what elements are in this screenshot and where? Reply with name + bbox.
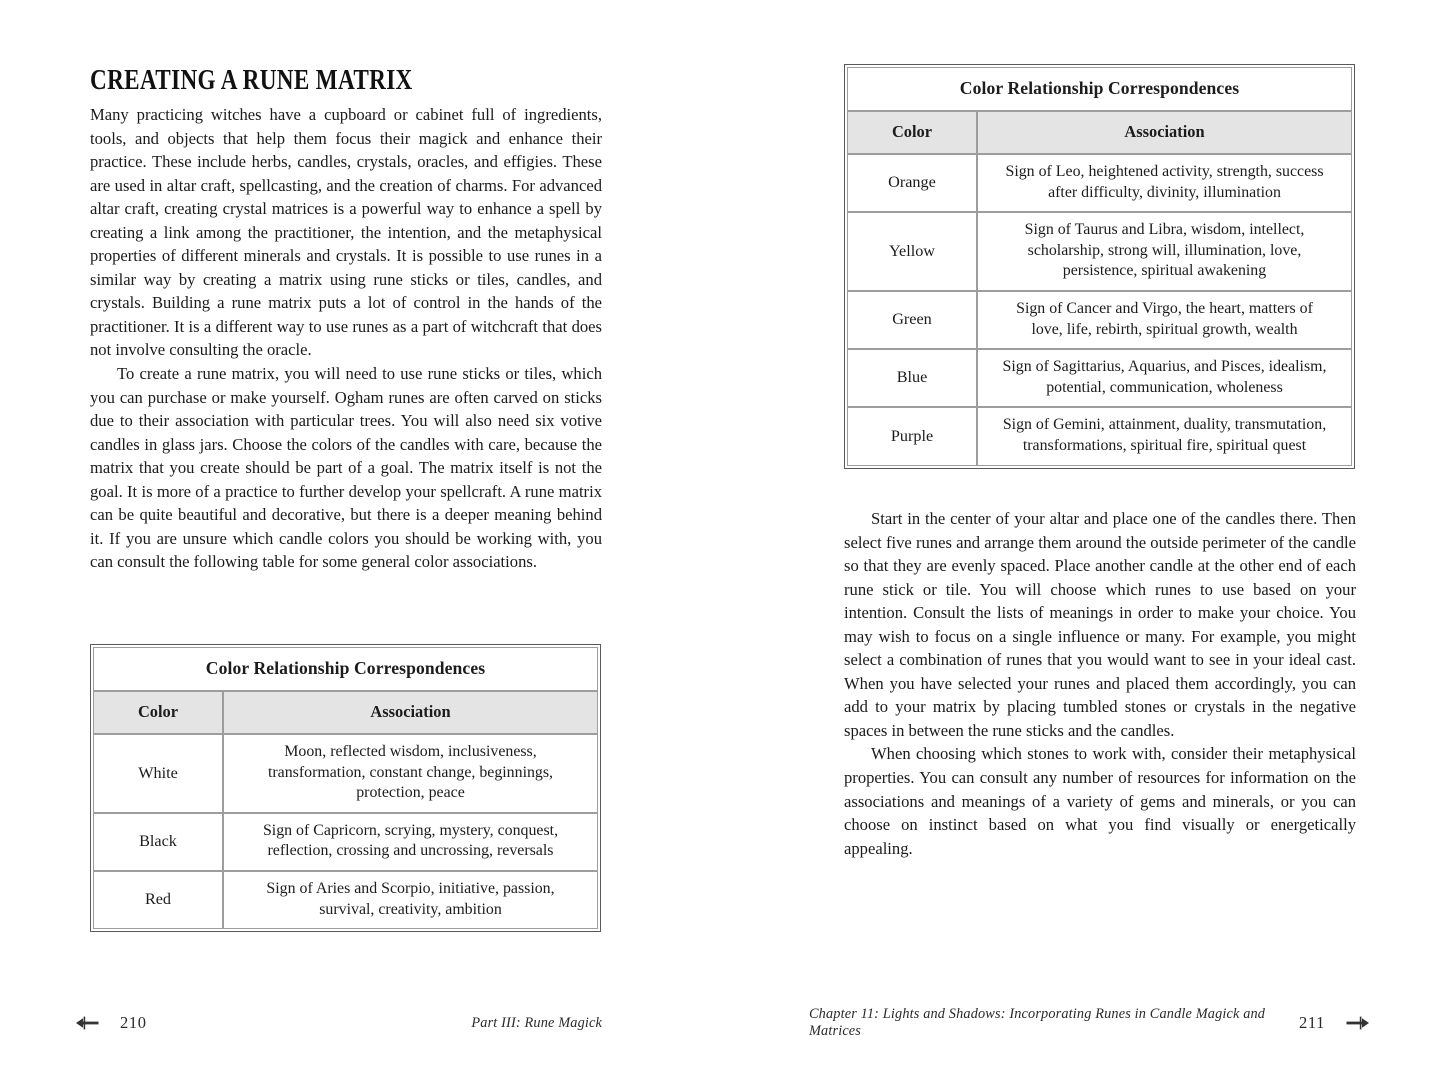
table-row xyxy=(93,871,598,929)
cell-color: White xyxy=(93,734,223,813)
paragraph: When choosing which stones to work with, consider their metaphysical properties. You can consult any number of resources for information on the associations and meanings of a variety of gems and minerals, or you can choose on instinct based on what you find visually or energetically appealing. xyxy=(844,744,1356,858)
association-line: Sign of Gemini, attainment, duality, transmutation, xyxy=(1002,416,1327,434)
arrow-ornament-icon xyxy=(76,1016,102,1030)
association-line: reflection, crossing and uncrossing, reversals xyxy=(267,842,554,860)
cell-color: Purple xyxy=(847,407,977,465)
cell-color: Black xyxy=(93,813,223,871)
paragraph: Start in the center of your altar and place one of the candles there. Then select five runes and arrange them around the outside perimeter of the candle so that they are evenly spaced. Place another candle at the other end of each rune stick or tile. You will choose which runes to use based on your intention. Consult the lists of meanings in order to make your choice. You may wish to focus on a single influence or many. For example, you might select a combination of runes that you would want to see in your ideal cast. When you have selected your runes and placed them accordingly, you can add to your matrix by placing tumbled stones or crystals in the negative spaces in between the rune sticks and the candles. xyxy=(844,509,1356,740)
running-head: Part III: Rune Magick xyxy=(471,1014,602,1031)
association-line: survival, creativity, ambition xyxy=(319,900,502,918)
association-line: Sign of Aries and Scorpio, initiative, passion, xyxy=(266,879,555,897)
column-header-color: Color xyxy=(93,691,223,734)
table-row xyxy=(93,734,598,813)
right-column-body xyxy=(844,507,1356,860)
running-head: Chapter 11: Lights and Shadows: Incorporating Runes in Candle Magick and Matrices xyxy=(809,1006,1266,1039)
cell-color: Green xyxy=(847,291,977,349)
table-row xyxy=(93,813,598,871)
cell-association xyxy=(977,407,1352,465)
association-line: Sign of Leo, heightened activity, strength, success xyxy=(1005,163,1324,180)
association-line: Sign of Taurus and Libra, wisdom, intellect, xyxy=(1024,221,1305,239)
cell-association xyxy=(977,349,1352,407)
cell-color: Yellow xyxy=(847,212,977,291)
column-header-color: Color xyxy=(847,111,977,154)
correspondence-table xyxy=(847,67,1352,466)
table-frame xyxy=(844,64,1355,469)
column-header-association: Association xyxy=(977,111,1352,154)
cell-association xyxy=(977,212,1352,291)
paragraph: Many practicing witches have a cupboard or cabinet full of ingredients, tools, and objects that help them focus their magick and enhance their practice. These include herbs, candles, crystals, oracles, and effigies. These are used in altar craft, spellcasting, and the creation of charms. For advanced altar craft, creating crystal matrices is a powerful way to enhance a spell by creating a link among the practitioner, the intention, and the metaphysical properties of different minerals and crystals. It is possible to use runes in a similar way by creating a matrix using rune sticks or tiles, candles, and crystals. Building a rune matrix puts a lot of control in the hands of the practitioner. It is a different way to use runes as a part of witchcraft that does not involve consulting the oracle. xyxy=(90,105,602,360)
association-line: protection, peace xyxy=(356,784,465,802)
association-line: scholarship, strong will, illumination, love, xyxy=(1027,241,1302,259)
column-header-association: Association xyxy=(223,691,598,734)
cell-association xyxy=(977,154,1352,212)
table-caption-row xyxy=(93,647,598,691)
association-line: potential, communication, wholeness xyxy=(1046,378,1283,396)
cell-association xyxy=(223,734,598,813)
association-line: Sign of Cancer and Virgo, the heart, matters of xyxy=(1016,299,1313,317)
association-line: transformation, constant change, beginnings, xyxy=(267,763,554,781)
chapter-heading-text: CREATING A RUNE MATRIX xyxy=(90,64,413,96)
table-frame xyxy=(90,644,601,932)
table-header-row xyxy=(847,111,1352,154)
table-row xyxy=(847,291,1352,349)
page-title xyxy=(90,66,650,100)
table-row xyxy=(847,407,1352,465)
cell-association xyxy=(977,291,1352,349)
cell-association xyxy=(223,871,598,929)
footer-right-page xyxy=(809,1006,1369,1039)
association-line: persistence, spiritual awakening xyxy=(1062,262,1267,280)
color-correspondences-table-left xyxy=(90,644,601,932)
cell-color: Red xyxy=(93,871,223,929)
table-caption: Color Relationship Correspondences xyxy=(93,647,598,691)
paragraph: To create a rune matrix, you will need to use rune sticks or tiles, which you can purchase or make yourself. Ogham runes are often carved on sticks due to their association with particular trees. You will also need six votive candles in glass jars. Choose the colors of the candles with care, because the matrix that you create should be part of a goal. The matrix itself is not the goal. It is more of a practice to further develop your spellcraft. A rune matrix can be quite beautiful and decorative, but there is a deeper meaning behind it. If you are unsure which candle colors you should be working with, you can consult the following table for some general color associations. xyxy=(90,364,602,572)
association-line: love, life, rebirth, spiritual growth, wealth xyxy=(1031,320,1298,338)
table-row xyxy=(847,212,1352,291)
association-line: after difficulty, divinity, illumination xyxy=(1048,183,1281,201)
association-line: Sign of Sagittarius, Aquarius, and Pisces, idealism, xyxy=(1002,358,1327,376)
left-column-body xyxy=(90,103,602,574)
cell-color: Blue xyxy=(847,349,977,407)
color-correspondences-table-right xyxy=(844,64,1355,469)
table-caption-row xyxy=(847,67,1352,111)
cell-color: Orange xyxy=(847,154,977,212)
table-header-row xyxy=(93,691,598,734)
association-line: Moon, reflected wisdom, inclusiveness, xyxy=(284,743,537,760)
table-row xyxy=(847,349,1352,407)
association-line: Sign of Capricorn, scrying, mystery, conquest, xyxy=(262,821,559,839)
page-number: 210 xyxy=(120,1013,147,1032)
association-line: transformations, spiritual fire, spiritual quest xyxy=(1022,436,1307,454)
page-number: 211 xyxy=(1299,1013,1325,1032)
table-row xyxy=(847,154,1352,212)
table-caption: Color Relationship Correspondences xyxy=(847,67,1352,111)
footer-left-page xyxy=(76,1012,602,1034)
cell-association xyxy=(223,813,598,871)
arrow-ornament-icon xyxy=(1343,1016,1369,1030)
correspondence-table xyxy=(93,647,598,929)
